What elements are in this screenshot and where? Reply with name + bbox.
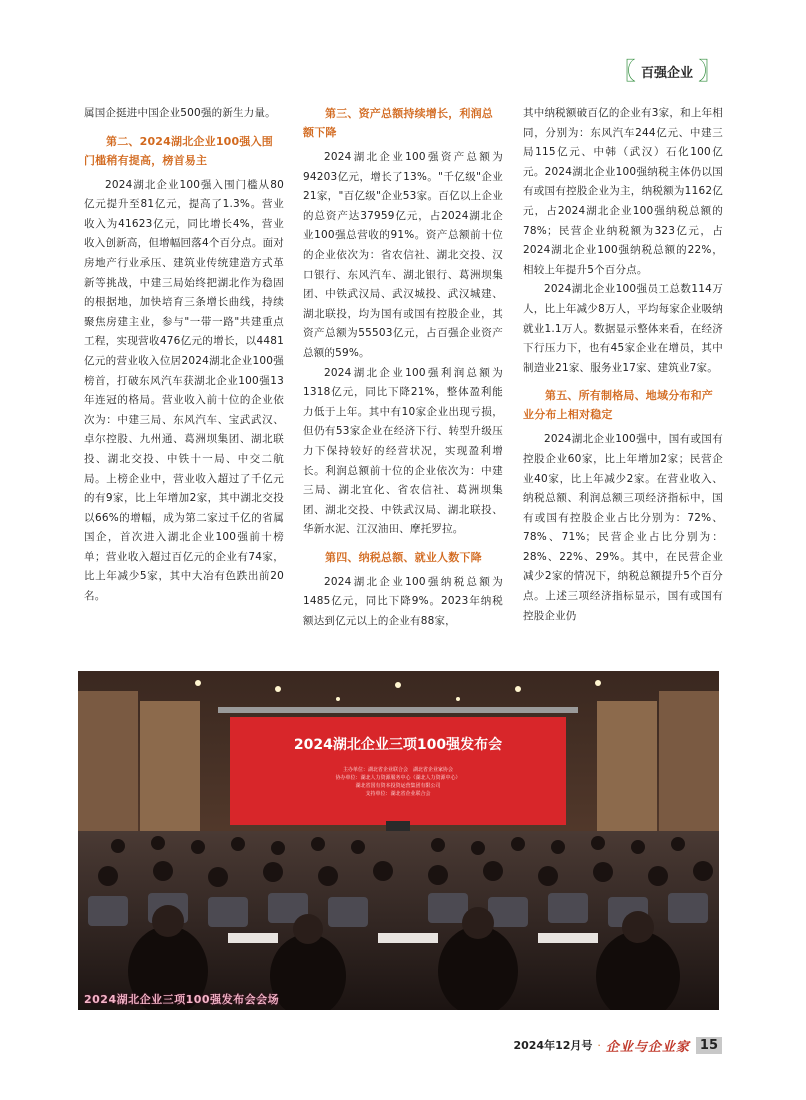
banner-line-3: 湖北省国有资本投资运营集团有限公司 — [355, 783, 441, 789]
banner-title: 2024湖北企业三项100强发布会 — [293, 737, 503, 753]
magazine-logo: 企业与企业家 — [605, 1039, 690, 1055]
paragraph: 2024湖北企业100强利润总额为1318亿元，同比下降21%，整体盈利能力低于上年。其中有10家企业出现亏损，但仍有53家企业在经济下行、转型升级压力下保持较好的经营状况，实现盈利增长。利润总额前十位的企业依次为：中建三局、湖北宜化、省农信社、葛洲坝集团、湖北交投、中铁武汉局、湖北联投、华新水泥、江汉油田、摩托罗拉。 — [303, 366, 503, 536]
paragraph: 2024湖北企业100强纳税总额为1485亿元，同比下降9%。2023年纳税额达到亿元以上的企业有88家， — [303, 575, 503, 628]
issue-date: 2024年12月号 — [513, 1039, 593, 1052]
banner-line-4: 支持单位：湖北省企业联合会 — [365, 791, 431, 797]
paragraph: 2024湖北企业100强中，国有或国有控股企业60家，比上年增加2家；民营企业40家，比上年减少2家。在营业收入、纳税总额、利润总额三项经济指标中，国有或国有控股企业占比分别为：72%、78%、71%；民营企业占比分别为：28%、22%、29%。其中，在民营企业减少2家的情况下，纳税总额提升5个百分点。上述三项经济指标显示，国有或国有控股企业仍 — [523, 433, 723, 622]
section-heading-5: 第五、所有制格局、地域分布和产业分布上相对稳定 — [523, 389, 713, 422]
paragraph: 其中纳税额破百亿的企业有3家，和上年相同，分别为：东风汽车244亿元、中建三局115亿元、中韩（武汉）石化100亿元。2024湖北企业100强纳税主体仍以国有或国有控股企业为主，纳税额为1162亿元，占2024湖北企业100强纳税总额的78%；民营企业纳税额为323亿元，占2024湖北企业100强纳税总额的22%，相较上年提升5个百分点。 — [523, 107, 723, 276]
bracket-left-icon: 〖 — [611, 57, 636, 85]
section-heading-2: 第二、2024湖北企业100强入围门槛稍有提高，榜首易主 — [84, 134, 273, 167]
banner-line-2: 协办单位：湖北人力资源服务中心（湖北人力资源中心） — [335, 775, 461, 781]
section-tag-label: 百强企业 — [640, 65, 693, 81]
page-number: 15 — [696, 1037, 722, 1054]
text-column-3 — [523, 104, 723, 626]
bracket-right-icon: 〗 — [698, 57, 722, 85]
paragraph: 2024湖北企业100强入围门槛从80亿元提升至81亿元，提高了1.3%。营业收入为41623亿元，同比增长4%，营业收入创新高，但增幅回落4个百分点。面对房地产行业承压、建筑业传统建造方式革新等挑战，中建三局始终把湖北作为稳固的根据地，加快培育三条增长曲线，持续聚焦房建主业，参与"一带一路"共建重点工程，实现营收476亿元的增长，以4481亿元的营业收入位居2024湖北企业100强榜首，打破东风汽车获湖北企业100强13年连冠的格局。营业收入前十位的企业依次为：中建三局、东风汽车、宝武武汉、卓尔控股、九州通、葛洲坝集团、湖北联投、湖北交投、中铁十一局、中交二航局。上榜企业中，营业收入超过了千亿元的有9家，比上年增加2家，其中湖北交投以66%的增幅，成为第二家过千亿的省属国企，首次进入湖北企业100强前十榜单；营业收入超过百亿元的企业有74家，比上年减少5家，其中大冶有色跌出前20名。 — [84, 178, 284, 603]
paragraph: 2024湖北企业100强员工总数114万人，比上年减少8万人，平均每家企业吸纳就业1.1万人。数据显示整体来看，在经济下行压力下，也有45家企业在增员，其中制造业21家、服务业17家、建筑业7家。 — [523, 283, 723, 374]
page-footer — [513, 1035, 722, 1055]
text-column-2 — [303, 104, 503, 632]
section-heading-4: 第四、纳税总额、就业人数下降 — [325, 550, 482, 564]
paragraph: 属国企挺进中国企业500强的新生力量。 — [84, 107, 276, 119]
text-column-1 — [84, 104, 284, 607]
section-tag — [612, 58, 722, 84]
photo-caption: 2024湖北企业三项100强发布会会场 — [84, 993, 280, 1006]
section-heading-3: 第三、资产总额持续增长，利润总额下降 — [303, 107, 493, 139]
paragraph: 2024湖北企业100强资产总额为94203亿元，增长了13%。"千亿级"企业21家，"百亿级"企业53家。百亿以上企业的总资产达37959亿元，占2024湖北企业100强总营收的91%。资产总额前十位的企业依次为：省农信社、湖北交投、汉口银行、东风汽车、湖北银行、葛洲坝集团、中铁武汉局、武汉城投、武汉城建、湖北联投，均为国有或国有控股企业，其资产总额为55503亿元，占百强企业资产总额的59%。 — [303, 151, 503, 359]
conference-photo — [78, 671, 719, 1010]
banner-line-1: 主办单位：湖北省企业联合会 湖北省企业家协会 — [342, 767, 454, 773]
separator-dot: · — [597, 1038, 601, 1052]
